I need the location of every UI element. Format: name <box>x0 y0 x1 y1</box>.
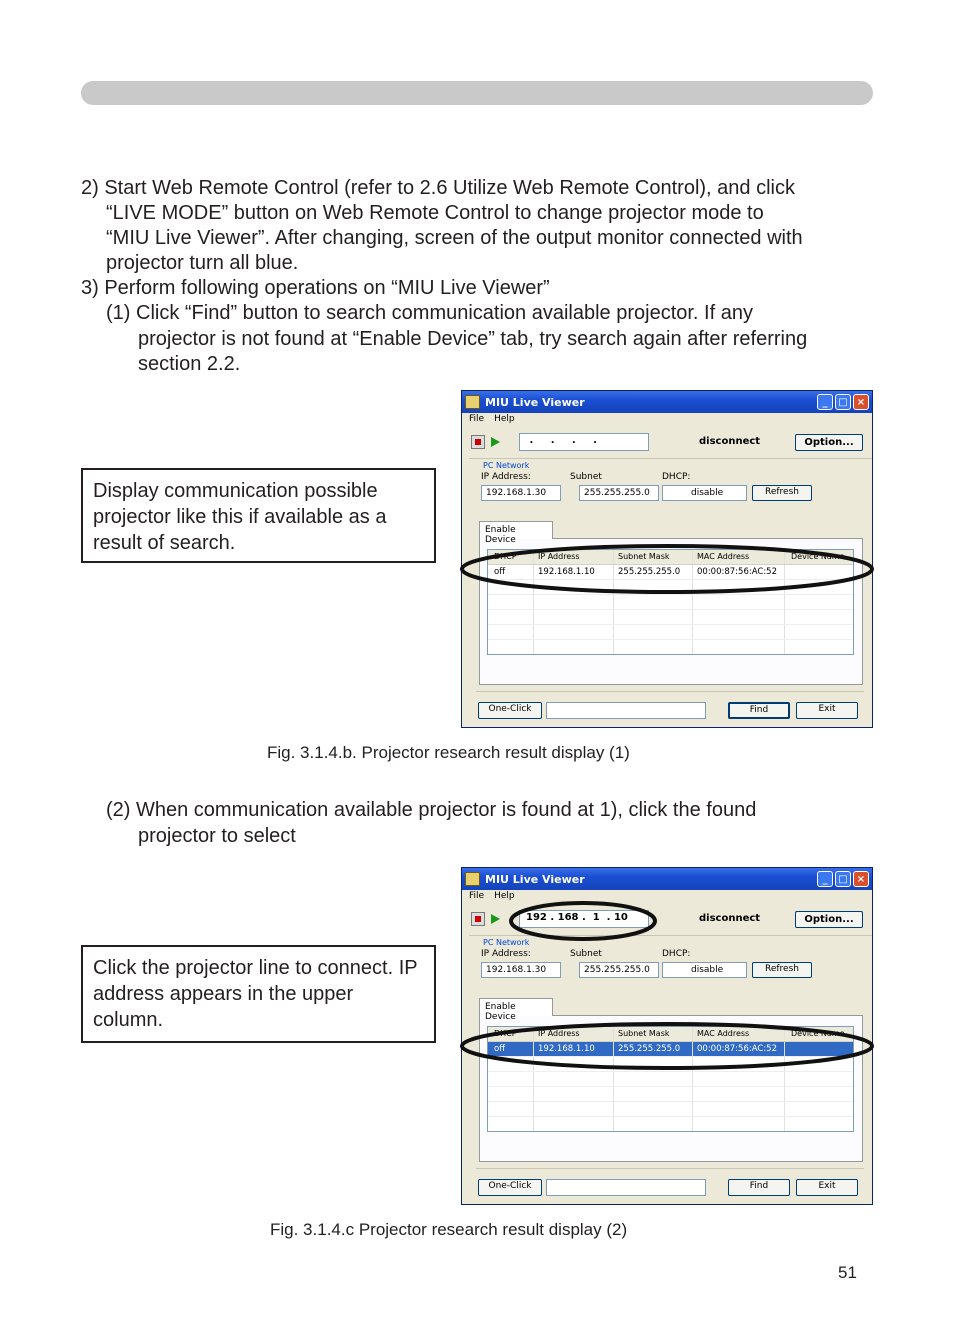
empty-row <box>488 595 853 610</box>
ip-input[interactable]: 192 . 168 . 1 . 10 <box>519 910 649 928</box>
disconnect-status: disconnect <box>699 913 761 924</box>
dhcp-label: DHCP: <box>662 472 691 482</box>
one-click-button[interactable]: One-Click <box>478 1179 542 1196</box>
refresh-button[interactable]: Refresh <box>752 962 812 978</box>
cell-dhcp: off <box>488 1042 534 1056</box>
menu-bar <box>462 413 872 429</box>
pc-ip-field: 192.168.1.30 <box>481 962 561 978</box>
tab-enable-device[interactable]: Enable Device <box>479 521 553 539</box>
toolbar <box>469 432 865 454</box>
pc-ip-field: 192.168.1.30 <box>481 485 561 501</box>
device-list <box>487 549 854 655</box>
disconnect-status: disconnect <box>699 436 761 447</box>
device-list <box>487 1026 854 1132</box>
empty-row <box>488 1117 853 1132</box>
col-ip[interactable]: IP Address <box>534 550 614 564</box>
empty-row <box>488 1087 853 1102</box>
stop-icon[interactable] <box>471 435 485 449</box>
empty-row <box>488 640 853 655</box>
step3-heading: 3) Perform following operations on “MIU Live Viewer” <box>81 277 550 299</box>
step3-1-line2: projector is not found at “Enable Device” tab, try search again after referring <box>138 328 808 350</box>
option-button[interactable]: Option... <box>795 911 863 928</box>
col-dhcp[interactable]: DHCP <box>488 1027 534 1041</box>
exit-button[interactable]: Exit <box>796 1179 858 1196</box>
col-mac[interactable]: MAC Address <box>693 550 785 564</box>
minimize-icon[interactable]: _ <box>817 394 833 410</box>
col-mac[interactable]: MAC Address <box>693 1027 785 1041</box>
pc-subnet-field: 255.255.255.0 <box>579 485 659 501</box>
cell-mac: 00:00:87:56:AC:52 <box>693 565 785 579</box>
cell-ip: 192.168.1.10 <box>534 565 614 579</box>
list-header <box>488 1027 853 1042</box>
step2-line1: 2) Start Web Remote Control (refer to 2.6 Utilize Web Remote Control), and click <box>81 177 795 199</box>
ip-address-label: IP Address: <box>481 949 531 959</box>
col-mask[interactable]: Subnet Mask <box>614 1027 693 1041</box>
col-name[interactable]: Device Name <box>791 552 845 561</box>
find-button[interactable]: Find <box>728 1179 790 1196</box>
refresh-button[interactable]: Refresh <box>752 485 812 501</box>
maximize-icon[interactable]: □ <box>835 871 851 887</box>
pc-subnet-field: 255.255.255.0 <box>579 962 659 978</box>
minimize-icon[interactable]: _ <box>817 871 833 887</box>
figure-caption-1: Fig. 3.1.4.b. Projector research result display (1) <box>267 743 630 762</box>
miu-viewer-window-2 <box>461 867 873 1205</box>
ip-address-label: IP Address: <box>481 472 531 482</box>
cell-mac: 00:00:87:56:AC:52 <box>693 1042 785 1056</box>
cell-mask: 255.255.255.0 <box>614 1042 693 1056</box>
ip-input[interactable]: . . . . <box>519 433 649 451</box>
callout-click-projector: Click the projector line to connect. IP address appears in the upper column. <box>81 945 436 1043</box>
miu-viewer-window-1 <box>461 390 873 728</box>
list-header <box>488 550 853 565</box>
menu-file[interactable]: File <box>469 414 485 424</box>
status-field <box>546 702 706 719</box>
page-number: 51 <box>838 1263 857 1282</box>
step3-1-line1: (1) Click “Find” button to search communication available projector. If any <box>106 302 753 324</box>
dhcp-label: DHCP: <box>662 949 691 959</box>
close-icon[interactable]: × <box>853 871 869 887</box>
step2-line3: “MIU Live Viewer”. After changing, screen of the output monitor connected with <box>106 227 803 249</box>
menu-help[interactable]: Help <box>494 414 515 424</box>
col-dhcp[interactable]: DHCP <box>488 550 534 564</box>
empty-row <box>488 1072 853 1087</box>
device-row[interactable] <box>488 565 853 580</box>
window-title: MIU Live Viewer <box>485 872 585 886</box>
empty-row <box>488 1102 853 1117</box>
exit-button[interactable]: Exit <box>796 702 858 719</box>
pc-dhcp-field: disable <box>662 962 747 978</box>
empty-row <box>488 1057 853 1072</box>
cell-name <box>785 1042 853 1056</box>
step3-2-line2: projector to select <box>138 825 296 847</box>
step3-2-line1: (2) When communication available projector is found at 1), click the found <box>106 799 757 821</box>
empty-row <box>488 580 853 595</box>
stop-icon[interactable] <box>471 912 485 926</box>
divider <box>476 691 864 692</box>
play-icon[interactable] <box>491 914 500 924</box>
subnet-label: Subnet <box>570 472 602 482</box>
pc-network-label: PC Network <box>483 938 530 947</box>
tab-enable-device[interactable]: Enable Device <box>479 998 553 1016</box>
status-field <box>546 1179 706 1196</box>
callout-search-result: Display communication possible projector like this if available as a result of search. <box>81 468 436 563</box>
empty-row <box>488 610 853 625</box>
cell-mask: 255.255.255.0 <box>614 565 693 579</box>
col-ip[interactable]: IP Address <box>534 1027 614 1041</box>
app-icon <box>465 872 480 886</box>
one-click-button[interactable]: One-Click <box>478 702 542 719</box>
app-icon <box>465 395 480 409</box>
cell-ip: 192.168.1.10 <box>534 1042 614 1056</box>
maximize-icon[interactable]: □ <box>835 394 851 410</box>
device-row-selected[interactable] <box>488 1042 853 1057</box>
col-name[interactable]: Device Name <box>791 1029 845 1038</box>
play-icon[interactable] <box>491 437 500 447</box>
title-bar <box>462 868 872 890</box>
find-button[interactable]: Find <box>728 702 790 719</box>
figure-caption-2: Fig. 3.1.4.c Projector research result display (2) <box>270 1220 628 1239</box>
step2-line2: “LIVE MODE” button on Web Remote Control to change projector mode to <box>106 202 764 224</box>
header-bar <box>81 81 873 105</box>
window-title: MIU Live Viewer <box>485 395 585 409</box>
col-mask[interactable]: Subnet Mask <box>614 550 693 564</box>
menu-file[interactable]: File <box>469 891 485 901</box>
menu-help[interactable]: Help <box>494 891 515 901</box>
pc-network-label: PC Network <box>483 461 530 470</box>
menu-bar <box>462 890 872 906</box>
step3-1-line3: section 2.2. <box>138 353 241 375</box>
toolbar <box>469 909 865 931</box>
close-icon[interactable]: × <box>853 394 869 410</box>
cell-name <box>785 565 853 579</box>
cell-dhcp: off <box>488 565 534 579</box>
empty-row <box>488 625 853 640</box>
subnet-label: Subnet <box>570 949 602 959</box>
divider <box>476 1168 864 1169</box>
option-button[interactable]: Option... <box>795 434 863 451</box>
step2-line4: projector turn all blue. <box>106 252 299 274</box>
pc-dhcp-field: disable <box>662 485 747 501</box>
title-bar <box>462 391 872 413</box>
